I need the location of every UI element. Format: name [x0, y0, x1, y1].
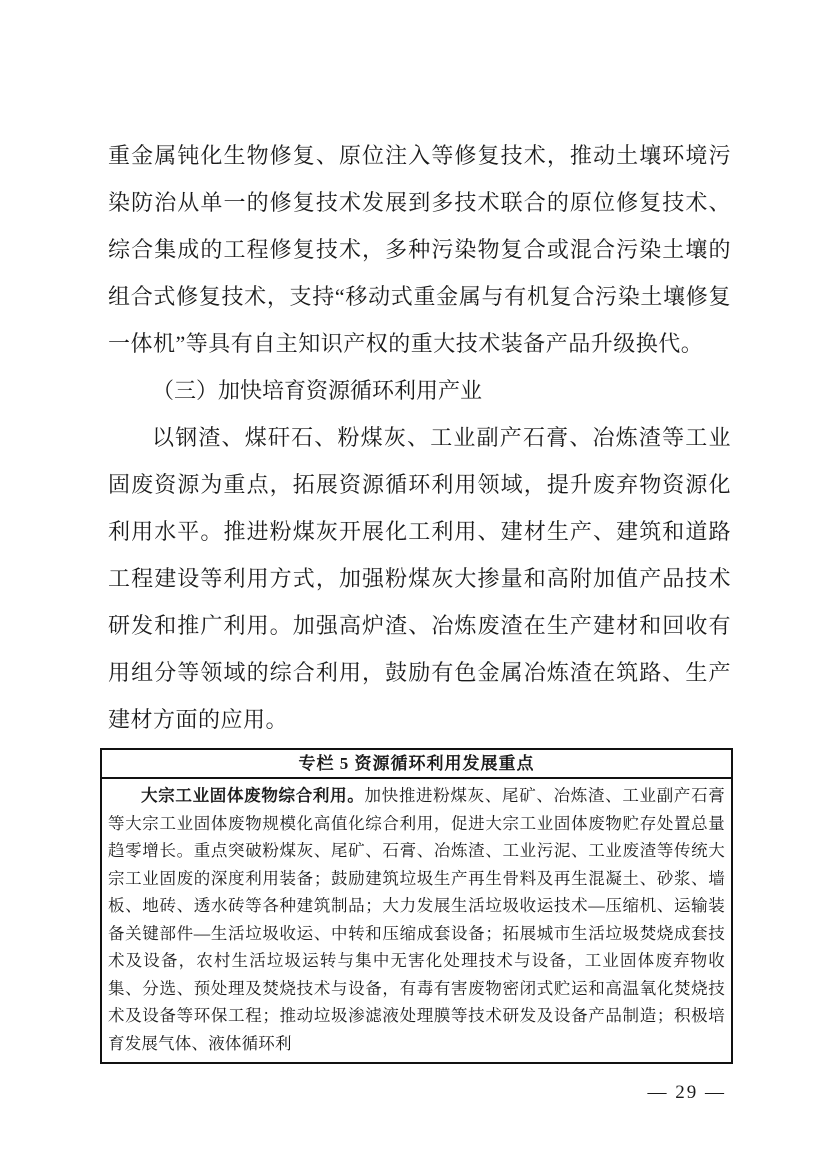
column-5-box-paragraph [108, 782, 725, 1057]
page-number: — 29 — [647, 1082, 726, 1103]
column-5-box-title: 专栏 5 资源循环利用发展重点 [102, 750, 731, 779]
column-5-box-text: 加快推进粉煤灰、尾矿、冶炼渣、工业副产石膏等大宗工业固体废物规模化高值化综合利用，促进大宗工业固体废物贮存处置总量趋零增长。重点突破粉煤灰、尾矿、石膏、冶炼渣、工业污泥、工业废渣等传统大宗工业固废的深度利用装备；鼓励建筑垃圾生产再生骨料及再生混凝土、砂浆、墙板、地砖、透水砖等各种建筑制品；大力发展生活垃圾收运技术—压缩机、运输装备关键部件—生活垃圾收运、中转和压缩成套设备；拓展城市生活垃圾焚烧成套技术及设备，农村生活垃圾运转与集中无害化处理技术与设备，工业固体废弃物收集、分选、预处理及焚烧技术与设备，有毒有害废物密闭式贮运和高温氧化焚烧技术及设备等环保工程；推动垃圾渗滤液处理膜等技术研发及设备产品制造；积极培育发展气体、液体循环利 [108, 786, 725, 1053]
column-5-box-lead: 大宗工业固体废物综合利用。 [141, 786, 365, 805]
body-paragraph: 以钢渣、煤矸石、粉煤灰、工业副产石膏、冶炼渣等工业固废资源为重点，拓展资源循环利用领域，提升废弃物资源化利用水平。推进粉煤灰开展化工利用、建材生产、建筑和道路工程建设等利用方式，加强粉煤灰大掺量和高附加值产品技术研发和推广利用。加强高炉渣、冶炼废渣在生产建材和回收有用组分等领域的综合利用，鼓励有色金属冶炼渣在筑路、生产建材方面的应用。 [108, 425, 731, 732]
column-5-box-body [102, 779, 731, 1062]
column-5-box [100, 748, 733, 1064]
body-paragraph-continued: 重金属钝化生物修复、原位注入等修复技术，推动土壤环境污染防治从单一的修复技术发展到多技术联合的原位修复技术、综合集成的工程修复技术，多种污染物复合或混合污染土壤的组合式修复技术，支持“移动式重金属与有机复合污染土壤修复一体机”等具有自主知识产权的重大技术装备产品升级换代。 [108, 143, 731, 356]
section-heading: （三）加快培育资源循环利用产业 [152, 378, 483, 403]
page-content [108, 132, 731, 743]
